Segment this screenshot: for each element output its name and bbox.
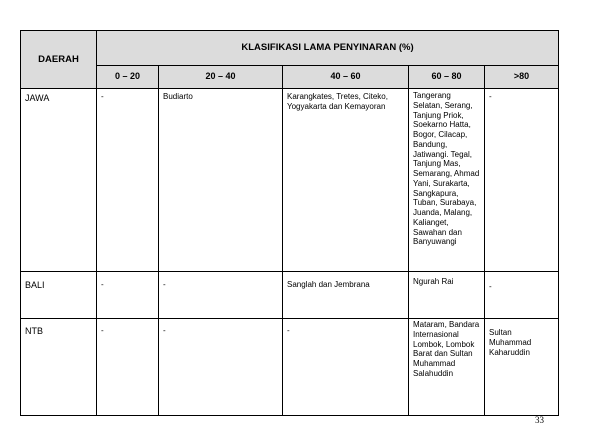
table-cell: - — [283, 319, 409, 416]
table-cell: Sultan Muhammad Kaharuddin — [485, 319, 559, 416]
table-cell: - — [97, 272, 159, 319]
sunshine-classification-table — [20, 30, 559, 416]
table-cell: Mataram, Bandara Internasional Lombok, Lombok Barat dan Sultan Muhammad Salahuddin — [409, 319, 485, 416]
header-range-above-80: >80 — [485, 65, 559, 88]
table-cell: Tangerang Selatan, Serang, Tanjung Priok, Soekarno Hatta, Bogor, Cilacap, Bandung, Jatiwangi. Tegal, Tanjung Mas, Semarang, Ahmad Yani, Surakarta, Sangkapura, Tuban, Surabaya, Juanda, Malang, Kalianget, Sawahan dan Banyuwangi — [409, 89, 485, 272]
header-range-20-40: 20 – 40 — [159, 65, 283, 88]
region-cell: BALI — [21, 272, 97, 319]
table-cell: Sanglah dan Jembrana — [283, 272, 409, 319]
table-cell: - — [485, 272, 559, 319]
header-region: DAERAH — [21, 31, 97, 89]
table-cell: - — [159, 272, 283, 319]
table-cell: - — [97, 319, 159, 416]
table-row — [21, 319, 559, 416]
table-cell: - — [485, 89, 559, 272]
header-range-40-60: 40 – 60 — [283, 65, 409, 88]
table-cell: Karangkates, Tretes, Citeko, Yogyakarta dan Kemayoran — [283, 89, 409, 272]
header-range-0-20: 0 – 20 — [97, 65, 159, 88]
table-cell: - — [97, 89, 159, 272]
table-cell: - — [159, 319, 283, 416]
region-cell: JAWA — [21, 89, 97, 272]
table-row — [21, 272, 559, 319]
header-range-60-80: 60 – 80 — [409, 65, 485, 88]
table-row — [21, 89, 559, 272]
region-cell: NTB — [21, 319, 97, 416]
page-number: 33 — [535, 415, 544, 425]
table-cell: Budiarto — [159, 89, 283, 272]
table-cell: Ngurah Rai — [409, 272, 485, 319]
header-classification: KLASIFIKASI LAMA PENYINARAN (%) — [97, 31, 559, 66]
